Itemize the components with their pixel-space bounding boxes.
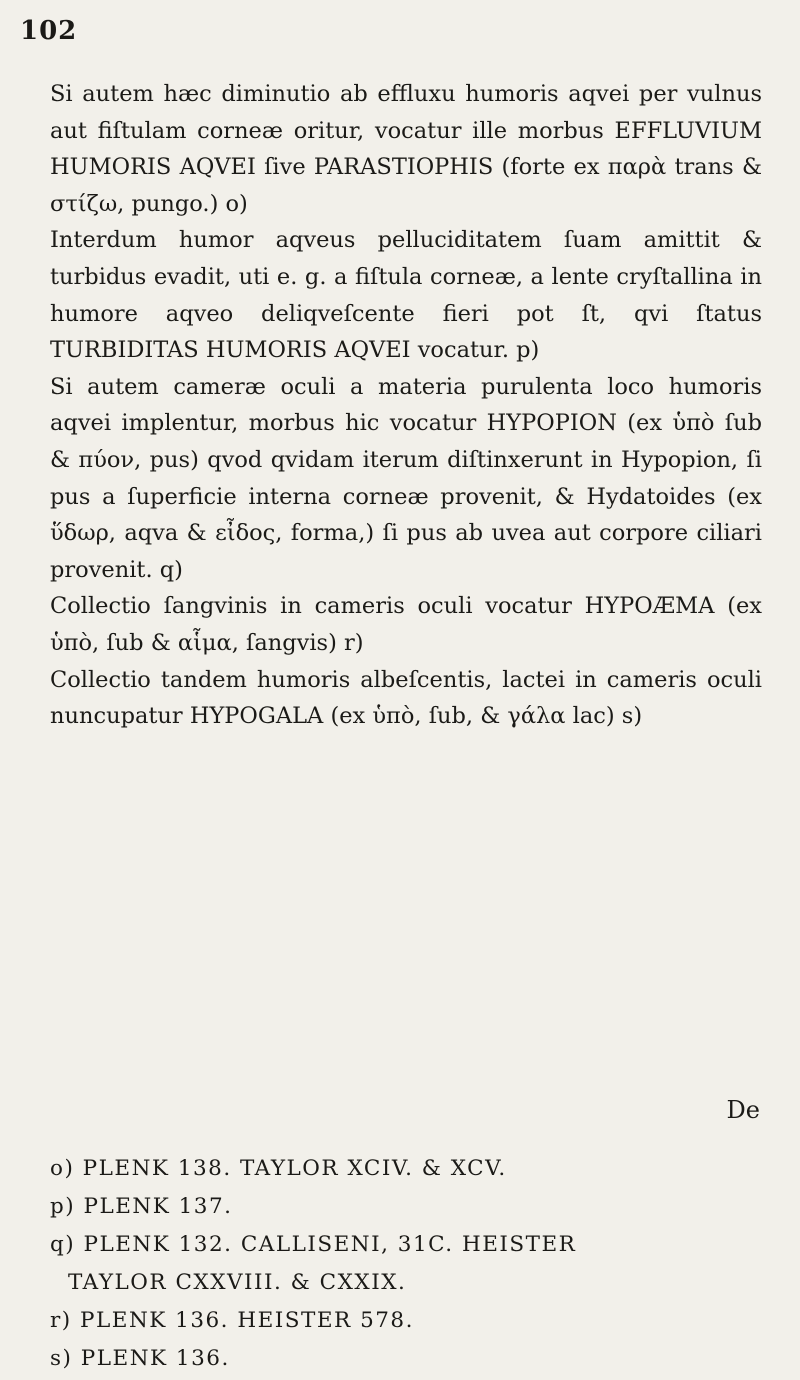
footnote-s: s) PLENK 136. <box>50 1346 230 1371</box>
paragraph-hypoaema: Collectio ſangvinis in cameris oculi vocatur HYPOÆMA (ex ὑπὸ, ſub & αἷμα, ſangvis) r) <box>50 593 762 656</box>
paragraph-hypogala: Collectio tandem humoris albeſcentis, lactei in cameris oculi nuncupatur HYPOGALA (ex ὑπὸ, ſub, & γάλα lac) s) <box>50 666 762 730</box>
paragraph-hypopion: Si autem cameræ oculi a materia purulenta loco humoris aqvei implentur, morbus hic vocatur HYPOPION (ex ὑπὸ ſub & πύον, pus) qvod qvidam iterum diſtinxerunt in Hypopion, ſi pus a ſuperficie interna corneæ provenit, & Hydatoides (ex ὕδωρ, aqva & εἶδος, forma,) ſi pus ab uvea aut corpore ciliari provenit. q) <box>50 373 762 583</box>
body-text <box>50 76 762 735</box>
page-number: 102 <box>20 16 78 46</box>
footnotes <box>50 1150 770 1378</box>
footnote-o: o) PLENK 138. TAYLOR XCIV. & XCV. <box>50 1156 507 1181</box>
catchword: De <box>726 1096 760 1124</box>
footnote-r: r) PLENK 136. HEISTER 578. <box>50 1308 414 1333</box>
footnote-q-continuation: TAYLOR CXXVIII. & CXXIX. <box>68 1270 407 1295</box>
paragraph-turbiditas: Interdum humor aqveus pelluciditatem ſuam amittit & turbidus evadit, uti e. g. a fiſtula corneæ, a lente cryſtallina in humore aqveo deliqveſcente fieri pot ſt, qvi ſtatus TURBIDITAS HUMORIS AQVEI vocatur. p) <box>50 227 762 364</box>
footnote-q: q) PLENK 132. CALLISENI, 31C. HEISTER <box>50 1232 577 1257</box>
footnote-p: p) PLENK 137. <box>50 1194 233 1219</box>
paragraph-effluvium: Si autem hæc diminutio ab effluxu humoris aqvei per vulnus aut fiſtulam corneæ oritur, vocatur ille morbus EFFLUVIUM HUMORIS AQVEI ſive PARASTIOPHIS (forte ex παρὰ trans & στίζω, pungo.) o) <box>50 81 762 217</box>
